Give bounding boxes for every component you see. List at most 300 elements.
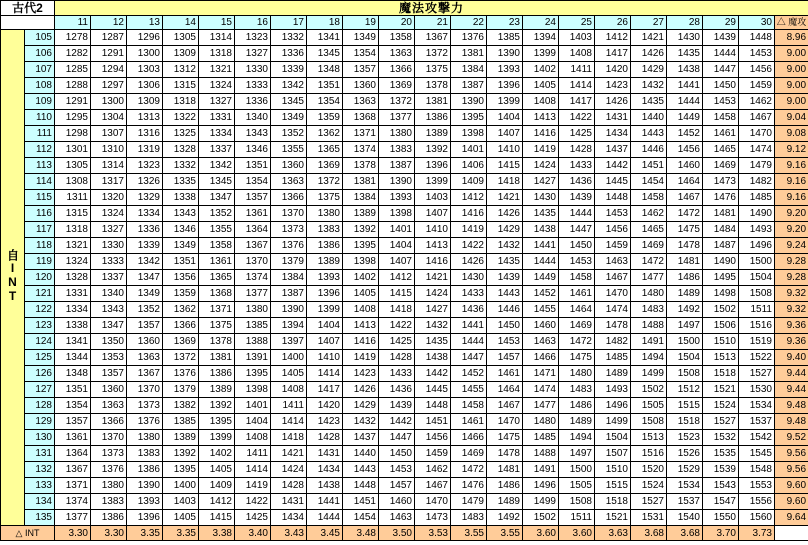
delta-int-cell: 3.43 bbox=[271, 526, 307, 541]
value-cell: 1480 bbox=[559, 366, 595, 382]
value-cell: 1408 bbox=[271, 382, 307, 398]
value-cell: 1507 bbox=[595, 446, 631, 462]
value-cell: 1354 bbox=[307, 94, 343, 110]
value-cell: 1454 bbox=[631, 174, 667, 190]
value-cell: 1395 bbox=[235, 366, 271, 382]
value-cell: 1415 bbox=[379, 286, 415, 302]
value-cell: 1412 bbox=[595, 30, 631, 46]
value-cell: 1447 bbox=[379, 430, 415, 446]
value-cell: 1473 bbox=[415, 510, 451, 526]
value-cell: 1343 bbox=[163, 206, 199, 222]
column-header: 12 bbox=[91, 16, 127, 30]
value-cell: 1336 bbox=[127, 222, 163, 238]
table-row bbox=[1, 318, 808, 334]
value-cell: 1421 bbox=[631, 30, 667, 46]
row-header-int: 106 bbox=[25, 46, 55, 62]
value-cell: 1349 bbox=[163, 238, 199, 254]
value-cell: 1423 bbox=[307, 414, 343, 430]
table-row bbox=[1, 142, 808, 158]
value-cell: 1442 bbox=[379, 414, 415, 430]
row-header-int: 128 bbox=[25, 398, 55, 414]
value-cell: 1324 bbox=[199, 78, 235, 94]
value-cell: 1539 bbox=[703, 462, 739, 478]
value-cell: 1390 bbox=[487, 46, 523, 62]
value-cell: 1448 bbox=[595, 190, 631, 206]
value-cell: 1315 bbox=[55, 206, 91, 222]
table-row bbox=[1, 270, 808, 286]
value-cell: 1334 bbox=[55, 302, 91, 318]
value-cell: 1316 bbox=[127, 126, 163, 142]
value-cell: 1427 bbox=[415, 302, 451, 318]
value-cell: 1513 bbox=[631, 430, 667, 446]
value-cell: 1390 bbox=[127, 478, 163, 494]
value-cell: 1470 bbox=[415, 494, 451, 510]
value-cell: 1334 bbox=[127, 206, 163, 222]
value-cell: 1463 bbox=[523, 334, 559, 350]
value-cell: 1450 bbox=[703, 78, 739, 94]
value-cell: 1309 bbox=[127, 94, 163, 110]
value-cell: 1377 bbox=[235, 286, 271, 302]
value-cell: 1399 bbox=[199, 430, 235, 446]
value-cell: 1393 bbox=[379, 190, 415, 206]
value-cell: 1496 bbox=[523, 478, 559, 494]
value-cell: 1418 bbox=[379, 302, 415, 318]
value-cell: 1428 bbox=[379, 350, 415, 366]
value-cell: 1355 bbox=[199, 222, 235, 238]
value-cell: 1422 bbox=[559, 110, 595, 126]
delta-magic-attack-cell: 9.28 bbox=[775, 270, 808, 286]
value-cell: 1372 bbox=[379, 94, 415, 110]
value-cell: 1317 bbox=[91, 174, 127, 190]
value-cell: 1357 bbox=[235, 190, 271, 206]
table-row bbox=[1, 30, 808, 46]
value-cell: 1486 bbox=[487, 478, 523, 494]
value-cell: 1349 bbox=[343, 30, 379, 46]
value-cell: 1384 bbox=[271, 270, 307, 286]
value-cell: 1518 bbox=[667, 414, 703, 430]
value-cell: 1387 bbox=[271, 286, 307, 302]
delta-magic-attack-cell: 9.64 bbox=[775, 510, 808, 526]
value-cell: 1453 bbox=[559, 254, 595, 270]
value-cell: 1366 bbox=[271, 190, 307, 206]
value-cell: 1504 bbox=[739, 270, 775, 286]
value-cell: 1390 bbox=[451, 94, 487, 110]
value-cell: 1361 bbox=[199, 254, 235, 270]
value-cell: 1465 bbox=[703, 142, 739, 158]
column-header: 25 bbox=[559, 16, 595, 30]
value-cell: 1311 bbox=[55, 190, 91, 206]
value-cell: 1298 bbox=[55, 126, 91, 142]
value-cell: 1372 bbox=[307, 174, 343, 190]
value-cell: 1496 bbox=[595, 398, 631, 414]
value-cell: 1345 bbox=[307, 46, 343, 62]
value-cell: 1287 bbox=[91, 30, 127, 46]
value-cell: 1385 bbox=[487, 30, 523, 46]
corner-cell bbox=[1, 16, 55, 30]
value-cell: 1338 bbox=[163, 190, 199, 206]
value-cell: 1444 bbox=[307, 510, 343, 526]
column-header: 23 bbox=[487, 16, 523, 30]
table-row bbox=[1, 62, 808, 78]
value-cell: 1396 bbox=[415, 158, 451, 174]
value-cell: 1357 bbox=[91, 366, 127, 382]
value-cell: 1407 bbox=[487, 126, 523, 142]
value-cell: 1350 bbox=[91, 334, 127, 350]
value-cell: 1320 bbox=[91, 190, 127, 206]
value-cell: 1365 bbox=[199, 270, 235, 286]
value-cell: 1496 bbox=[739, 238, 775, 254]
value-cell: 1466 bbox=[451, 430, 487, 446]
value-cell: 1382 bbox=[163, 398, 199, 414]
value-cell: 1472 bbox=[667, 206, 703, 222]
row-header-int: 105 bbox=[25, 30, 55, 46]
value-cell: 1426 bbox=[631, 46, 667, 62]
value-cell: 1370 bbox=[127, 382, 163, 398]
value-cell: 1419 bbox=[451, 222, 487, 238]
value-cell: 1413 bbox=[343, 318, 379, 334]
value-cell: 1476 bbox=[451, 478, 487, 494]
value-cell: 1467 bbox=[667, 190, 703, 206]
value-cell: 1489 bbox=[487, 494, 523, 510]
value-cell: 1490 bbox=[703, 254, 739, 270]
value-cell: 1452 bbox=[667, 126, 703, 142]
value-cell: 1415 bbox=[487, 158, 523, 174]
value-cell: 1523 bbox=[667, 430, 703, 446]
value-cell: 1417 bbox=[595, 46, 631, 62]
value-cell: 1493 bbox=[739, 222, 775, 238]
delta-int-cell: 3.38 bbox=[199, 526, 235, 541]
value-cell: 1486 bbox=[667, 270, 703, 286]
value-cell: 1380 bbox=[235, 302, 271, 318]
column-header: 30 bbox=[739, 16, 775, 30]
value-cell: 1460 bbox=[667, 158, 703, 174]
value-cell: 1373 bbox=[127, 398, 163, 414]
value-cell: 1380 bbox=[127, 430, 163, 446]
value-cell: 1372 bbox=[415, 46, 451, 62]
value-cell: 1314 bbox=[199, 30, 235, 46]
value-cell: 1425 bbox=[379, 334, 415, 350]
value-cell: 1524 bbox=[703, 398, 739, 414]
value-cell: 1448 bbox=[739, 30, 775, 46]
value-cell: 1346 bbox=[163, 222, 199, 238]
value-cell: 1337 bbox=[91, 270, 127, 286]
delta-magic-attack-cell: 9.40 bbox=[775, 350, 808, 366]
value-cell: 1396 bbox=[487, 78, 523, 94]
value-cell: 1375 bbox=[199, 318, 235, 334]
value-cell: 1381 bbox=[415, 94, 451, 110]
value-cell: 1467 bbox=[487, 398, 523, 414]
value-cell: 1414 bbox=[559, 78, 595, 94]
table-row bbox=[1, 254, 808, 270]
value-cell: 1524 bbox=[631, 478, 667, 494]
value-cell: 1499 bbox=[595, 414, 631, 430]
value-cell: 1343 bbox=[235, 126, 271, 142]
value-cell: 1351 bbox=[307, 78, 343, 94]
value-cell: 1291 bbox=[55, 94, 91, 110]
value-cell: 1485 bbox=[523, 430, 559, 446]
value-cell: 1288 bbox=[55, 78, 91, 94]
value-cell: 1450 bbox=[559, 238, 595, 254]
value-cell: 1404 bbox=[235, 414, 271, 430]
value-cell: 1323 bbox=[127, 158, 163, 174]
value-cell: 1386 bbox=[307, 238, 343, 254]
table-row bbox=[1, 206, 808, 222]
value-cell: 1354 bbox=[343, 46, 379, 62]
value-cell: 1510 bbox=[703, 334, 739, 350]
value-cell: 1435 bbox=[523, 206, 559, 222]
value-cell: 1297 bbox=[91, 78, 127, 94]
value-cell: 1534 bbox=[667, 478, 703, 494]
value-cell: 1425 bbox=[235, 510, 271, 526]
value-cell: 1399 bbox=[415, 174, 451, 190]
delta-magic-attack-cell: 9.20 bbox=[775, 206, 808, 222]
row-header-int: 120 bbox=[25, 270, 55, 286]
value-cell: 1349 bbox=[271, 110, 307, 126]
value-cell: 1502 bbox=[703, 302, 739, 318]
value-cell: 1381 bbox=[451, 46, 487, 62]
value-cell: 1478 bbox=[595, 318, 631, 334]
value-cell: 1393 bbox=[127, 494, 163, 510]
value-cell: 1318 bbox=[55, 222, 91, 238]
value-cell: 1398 bbox=[379, 206, 415, 222]
value-cell: 1428 bbox=[271, 478, 307, 494]
value-cell: 1304 bbox=[91, 110, 127, 126]
value-cell: 1475 bbox=[667, 222, 703, 238]
value-cell: 1334 bbox=[199, 126, 235, 142]
value-cell: 1325 bbox=[163, 126, 199, 142]
value-cell: 1404 bbox=[379, 238, 415, 254]
value-cell: 1415 bbox=[199, 510, 235, 526]
value-cell: 1457 bbox=[487, 350, 523, 366]
row-header-int: 132 bbox=[25, 462, 55, 478]
value-cell: 1414 bbox=[271, 414, 307, 430]
value-cell: 1306 bbox=[127, 78, 163, 94]
value-cell: 1435 bbox=[631, 94, 667, 110]
value-cell: 1449 bbox=[523, 270, 559, 286]
value-cell: 1354 bbox=[235, 174, 271, 190]
value-cell: 1473 bbox=[703, 174, 739, 190]
table-row bbox=[1, 334, 808, 350]
value-cell: 1505 bbox=[631, 398, 667, 414]
value-cell: 1470 bbox=[739, 126, 775, 142]
value-cell: 1357 bbox=[343, 62, 379, 78]
value-cell: 1502 bbox=[631, 382, 667, 398]
value-cell: 1354 bbox=[55, 398, 91, 414]
row-header-int: 126 bbox=[25, 366, 55, 382]
value-cell: 1463 bbox=[379, 510, 415, 526]
column-header: 18 bbox=[307, 16, 343, 30]
value-cell: 1371 bbox=[343, 126, 379, 142]
value-cell: 1535 bbox=[703, 446, 739, 462]
value-cell: 1376 bbox=[163, 366, 199, 382]
value-cell: 1408 bbox=[235, 430, 271, 446]
value-cell: 1305 bbox=[163, 30, 199, 46]
value-cell: 1386 bbox=[199, 366, 235, 382]
value-cell: 1453 bbox=[379, 462, 415, 478]
value-cell: 1469 bbox=[451, 446, 487, 462]
value-cell: 1364 bbox=[235, 222, 271, 238]
value-cell: 1324 bbox=[55, 254, 91, 270]
value-cell: 1294 bbox=[91, 62, 127, 78]
value-cell: 1461 bbox=[487, 366, 523, 382]
value-cell: 1430 bbox=[667, 30, 703, 46]
value-cell: 1441 bbox=[307, 494, 343, 510]
delta-int-cell: 3.70 bbox=[703, 526, 739, 541]
value-cell: 1392 bbox=[163, 446, 199, 462]
delta-magic-attack-cell: 9.16 bbox=[775, 158, 808, 174]
header-row-1 bbox=[1, 1, 808, 16]
delta-magic-attack-cell: 9.44 bbox=[775, 366, 808, 382]
value-cell: 1328 bbox=[163, 142, 199, 158]
value-cell: 1520 bbox=[631, 462, 667, 478]
value-cell: 1458 bbox=[631, 190, 667, 206]
delta-int-cell: 3.60 bbox=[559, 526, 595, 541]
value-cell: 1464 bbox=[559, 302, 595, 318]
value-cell: 1459 bbox=[415, 446, 451, 462]
value-cell: 1424 bbox=[523, 158, 559, 174]
value-cell: 1429 bbox=[343, 398, 379, 414]
value-cell: 1491 bbox=[631, 334, 667, 350]
value-cell: 1440 bbox=[343, 446, 379, 462]
value-cell: 1463 bbox=[595, 254, 631, 270]
value-cell: 1455 bbox=[451, 382, 487, 398]
delta-magic-attack-cell: 9.60 bbox=[775, 478, 808, 494]
value-cell: 1352 bbox=[127, 302, 163, 318]
value-cell: 1438 bbox=[667, 62, 703, 78]
column-header: 14 bbox=[163, 16, 199, 30]
value-cell: 1347 bbox=[91, 318, 127, 334]
value-cell: 1478 bbox=[487, 446, 523, 462]
value-cell: 1480 bbox=[523, 414, 559, 430]
value-cell: 1333 bbox=[235, 78, 271, 94]
value-cell: 1368 bbox=[343, 110, 379, 126]
column-header: 27 bbox=[631, 16, 667, 30]
value-cell: 1300 bbox=[127, 46, 163, 62]
value-cell: 1439 bbox=[703, 30, 739, 46]
value-cell: 1466 bbox=[523, 350, 559, 366]
value-cell: 1540 bbox=[667, 510, 703, 526]
value-cell: 1441 bbox=[451, 318, 487, 334]
value-cell: 1556 bbox=[739, 494, 775, 510]
row-header-int: 134 bbox=[25, 494, 55, 510]
value-cell: 1367 bbox=[55, 462, 91, 478]
value-cell: 1360 bbox=[343, 78, 379, 94]
value-cell: 1331 bbox=[199, 110, 235, 126]
value-cell: 1321 bbox=[55, 238, 91, 254]
value-cell: 1278 bbox=[55, 30, 91, 46]
row-header-int: 117 bbox=[25, 222, 55, 238]
value-cell: 1491 bbox=[523, 462, 559, 478]
delta-int-cell: 3.30 bbox=[91, 526, 127, 541]
value-cell: 1363 bbox=[379, 46, 415, 62]
value-cell: 1449 bbox=[667, 110, 703, 126]
value-cell: 1442 bbox=[415, 366, 451, 382]
value-cell: 1342 bbox=[271, 78, 307, 94]
value-cell: 1498 bbox=[703, 286, 739, 302]
value-cell: 1381 bbox=[199, 350, 235, 366]
table-row bbox=[1, 350, 808, 366]
value-cell: 1474 bbox=[739, 142, 775, 158]
value-cell: 1511 bbox=[559, 510, 595, 526]
value-cell: 1464 bbox=[667, 174, 703, 190]
value-cell: 1400 bbox=[271, 350, 307, 366]
value-cell: 1488 bbox=[523, 446, 559, 462]
value-cell: 1377 bbox=[379, 110, 415, 126]
delta-magic-attack-cell: 9.00 bbox=[775, 62, 808, 78]
value-cell: 1492 bbox=[667, 302, 703, 318]
value-cell: 1386 bbox=[91, 510, 127, 526]
table-row bbox=[1, 78, 808, 94]
value-cell: 1341 bbox=[55, 334, 91, 350]
row-header-int: 121 bbox=[25, 286, 55, 302]
value-cell: 1438 bbox=[415, 350, 451, 366]
value-cell: 1307 bbox=[91, 126, 127, 142]
value-cell: 1482 bbox=[739, 174, 775, 190]
table-row bbox=[1, 462, 808, 478]
value-cell: 1474 bbox=[523, 382, 559, 398]
value-cell: 1373 bbox=[91, 446, 127, 462]
value-cell: 1429 bbox=[631, 62, 667, 78]
value-cell: 1364 bbox=[55, 446, 91, 462]
row-header-int: 111 bbox=[25, 126, 55, 142]
delta-int-cell: 3.63 bbox=[595, 526, 631, 541]
value-cell: 1461 bbox=[703, 126, 739, 142]
value-cell: 1446 bbox=[487, 302, 523, 318]
value-cell: 1411 bbox=[559, 62, 595, 78]
value-cell: 1394 bbox=[523, 30, 559, 46]
value-cell: 1376 bbox=[127, 414, 163, 430]
value-cell: 1329 bbox=[127, 190, 163, 206]
value-cell: 1327 bbox=[199, 94, 235, 110]
value-cell: 1319 bbox=[127, 142, 163, 158]
value-cell: 1518 bbox=[703, 366, 739, 382]
value-cell: 1342 bbox=[127, 254, 163, 270]
value-cell: 1434 bbox=[271, 510, 307, 526]
value-cell: 1327 bbox=[91, 222, 127, 238]
value-cell: 1380 bbox=[379, 126, 415, 142]
value-cell: 1494 bbox=[559, 430, 595, 446]
value-cell: 1445 bbox=[415, 382, 451, 398]
value-cell: 1543 bbox=[703, 478, 739, 494]
value-cell: 1358 bbox=[379, 30, 415, 46]
value-cell: 1444 bbox=[451, 334, 487, 350]
value-cell: 1401 bbox=[451, 142, 487, 158]
row-header-int: 119 bbox=[25, 254, 55, 270]
table-row bbox=[1, 382, 808, 398]
row-header-int: 108 bbox=[25, 78, 55, 94]
value-cell: 1393 bbox=[487, 62, 523, 78]
value-cell: 1346 bbox=[235, 142, 271, 158]
value-cell: 1378 bbox=[199, 334, 235, 350]
value-cell: 1436 bbox=[379, 382, 415, 398]
value-cell: 1458 bbox=[559, 270, 595, 286]
value-cell: 1410 bbox=[307, 350, 343, 366]
value-cell: 1472 bbox=[631, 254, 667, 270]
delta-int-cell: 3.48 bbox=[343, 526, 379, 541]
value-cell: 1394 bbox=[271, 318, 307, 334]
value-cell: 1419 bbox=[235, 478, 271, 494]
value-cell: 1312 bbox=[163, 62, 199, 78]
value-cell: 1367 bbox=[127, 366, 163, 382]
value-cell: 1511 bbox=[739, 302, 775, 318]
row-header-int: 123 bbox=[25, 318, 55, 334]
value-cell: 1380 bbox=[307, 206, 343, 222]
value-cell: 1403 bbox=[559, 30, 595, 46]
value-cell: 1399 bbox=[487, 94, 523, 110]
value-cell: 1401 bbox=[379, 222, 415, 238]
value-cell: 1384 bbox=[451, 62, 487, 78]
value-cell: 1469 bbox=[559, 318, 595, 334]
